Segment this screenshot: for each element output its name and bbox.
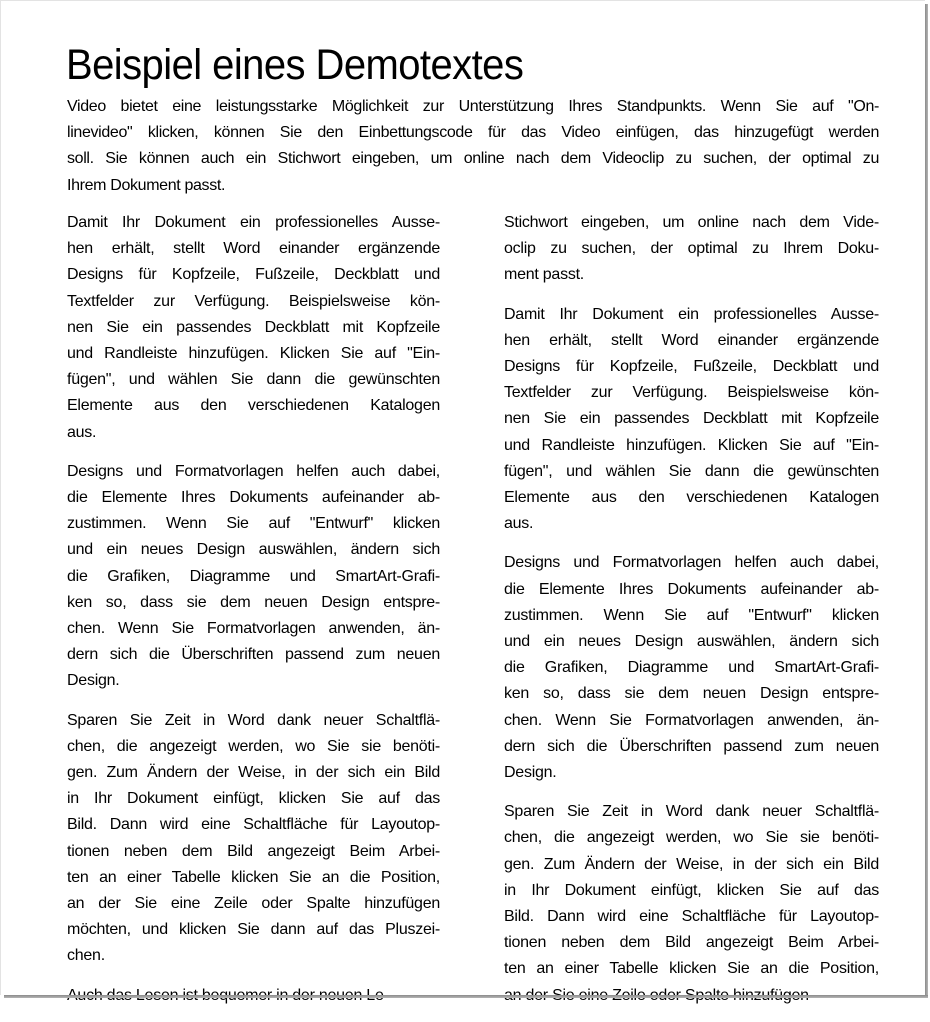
- text-line: tionen neben dem Bild angezeigt Beim Arbei-: [504, 934, 879, 952]
- text-line: dern sich die Überschriften passend zum neuen: [67, 646, 440, 664]
- text-line: die Grafiken, Diagramme und SmartArt-Grafi-: [504, 659, 879, 677]
- intro-line: Ihrem Dokument passt.: [67, 176, 226, 194]
- body-paragraph: [67, 459, 440, 695]
- text-line: ten an einer Tabelle klicken Sie an die Position,: [67, 868, 440, 886]
- text-line: möchten, und klicken Sie dann auf das Pluszei-: [67, 921, 440, 939]
- text-line: die Elemente Ihres Dokuments aufeinander ab-: [504, 580, 879, 598]
- text-line: gen. Zum Ändern der Weise, in der sich ein Bild: [67, 764, 440, 782]
- body-paragraph: [67, 708, 440, 970]
- text-line: an der Sie eine Zeile oder Spalte hinzufügen: [67, 895, 440, 913]
- intro-paragraph: [67, 94, 879, 199]
- text-line: Sparen Sie Zeit in Word dank neuer Schaltflä-: [504, 803, 879, 821]
- text-line: die Grafiken, Diagramme und SmartArt-Grafi-: [67, 567, 440, 585]
- text-line: ment passt.: [504, 266, 584, 284]
- text-line: Elemente aus den verschiedenen Katalogen: [504, 489, 879, 507]
- text-line: tionen neben dem Bild angezeigt Beim Arbei-: [67, 842, 440, 860]
- text-line: zustimmen. Wenn Sie auf "Entwurf" klicken: [504, 606, 879, 624]
- text-line: oclip zu suchen, der optimal zu Ihrem Doku-: [504, 240, 879, 258]
- text-line: hen erhält, stellt Word einander ergänzende: [67, 240, 440, 258]
- text-line: chen, die angezeigt werden, wo Sie sie benöti-: [504, 829, 879, 847]
- text-line: und Randleiste hinzufügen. Klicken Sie auf "Ein-: [67, 345, 440, 363]
- text-line: Bild. Dann wird eine Schaltfläche für Layoutop-: [504, 908, 879, 926]
- text-line: Bild. Dann wird eine Schaltfläche für Layoutop-: [67, 816, 440, 834]
- intro-line: soll. Sie können auch ein Stichwort eingeben, um online nach dem Videoclip zu suchen, der optimal zu: [67, 150, 879, 168]
- text-line: ken so, dass sie dem neuen Design entspre-: [67, 593, 440, 611]
- text-line: dern sich die Überschriften passend zum neuen: [504, 737, 879, 755]
- text-line: Elemente aus den verschiedenen Katalogen: [67, 397, 440, 415]
- body-paragraph: [504, 799, 879, 1009]
- text-line: Damit Ihr Dokument ein professionelles Ausse-: [504, 305, 879, 323]
- text-line: Damit Ihr Dokument ein professionelles Ausse-: [67, 214, 440, 231]
- document-title: Beispiel eines Demotextes: [66, 41, 524, 89]
- body-paragraph: [504, 550, 879, 786]
- text-line: fügen", und wählen Sie dann die gewünschten: [67, 371, 440, 389]
- text-line: in Ihr Dokument einfügt, klicken Sie auf das: [504, 881, 879, 899]
- text-line: Design.: [67, 672, 120, 690]
- text-line: chen.: [67, 947, 105, 965]
- text-line: zustimmen. Wenn Sie auf "Entwurf" klicken: [67, 515, 440, 533]
- text-line: chen, die angezeigt werden, wo Sie sie benöti-: [67, 737, 440, 755]
- page-shadow-bottom: [4, 995, 928, 998]
- left-column: [67, 210, 440, 1022]
- text-line: Textfelder zur Verfügung. Beispielsweise kön-: [67, 292, 440, 310]
- page-shadow-right: [925, 4, 928, 998]
- intro-line: linevideo" klicken, können Sie den Einbettungscode für das Video einfügen, das hinzugefügt werden: [67, 124, 879, 142]
- text-line: gen. Zum Ändern der Weise, in der sich ein Bild: [504, 855, 879, 873]
- text-line: Designs und Formatvorlagen helfen auch dabei,: [67, 462, 440, 480]
- text-line: aus.: [67, 423, 97, 441]
- body-paragraph: [504, 302, 879, 538]
- text-line: und Randleiste hinzufügen. Klicken Sie auf "Ein-: [504, 436, 879, 454]
- text-line: nen Sie ein passendes Deckblatt mit Kopfzeile: [504, 410, 879, 428]
- text-line: Design.: [504, 764, 557, 782]
- text-line: in Ihr Dokument einfügt, klicken Sie auf das: [67, 790, 440, 808]
- text-line: die Elemente Ihres Dokuments aufeinander ab-: [67, 489, 440, 507]
- text-line: fügen", und wählen Sie dann die gewünschten: [504, 462, 879, 480]
- text-line: Stichwort eingeben, um online nach dem Vide-: [504, 214, 879, 231]
- text-line: ken so, dass sie dem neuen Design entspre-: [504, 685, 879, 703]
- text-line: Textfelder zur Verfügung. Beispielsweise kön-: [504, 384, 879, 402]
- text-line: chen. Wenn Sie Formatvorlagen anwenden, än-: [67, 620, 440, 638]
- text-line: Designs und Formatvorlagen helfen auch dabei,: [504, 554, 879, 572]
- text-line: Designs für Kopfzeile, Fußzeile, Deckblatt und: [504, 358, 879, 376]
- text-line: ten an einer Tabelle klicken Sie an die Position,: [504, 960, 879, 978]
- text-line: chen. Wenn Sie Formatvorlagen anwenden, än-: [504, 711, 879, 729]
- intro-line: Video bietet eine leistungsstarke Möglichkeit zur Unterstützung Ihres Standpunkts. Wenn Sie auf "On-: [67, 98, 879, 115]
- text-line: hen erhält, stellt Word einander ergänzende: [504, 331, 879, 349]
- text-line: und ein neues Design auswählen, ändern sich: [504, 633, 879, 651]
- text-line: nen Sie ein passendes Deckblatt mit Kopfzeile: [67, 318, 440, 336]
- body-paragraph: [67, 210, 440, 446]
- text-line: und ein neues Design auswählen, ändern sich: [67, 541, 440, 559]
- text-line: Sparen Sie Zeit in Word dank neuer Schaltflä-: [67, 711, 440, 729]
- body-paragraph: [504, 210, 879, 289]
- text-line: Designs für Kopfzeile, Fußzeile, Deckblatt und: [67, 266, 440, 284]
- text-line: aus.: [504, 515, 534, 533]
- right-column: [504, 210, 879, 1022]
